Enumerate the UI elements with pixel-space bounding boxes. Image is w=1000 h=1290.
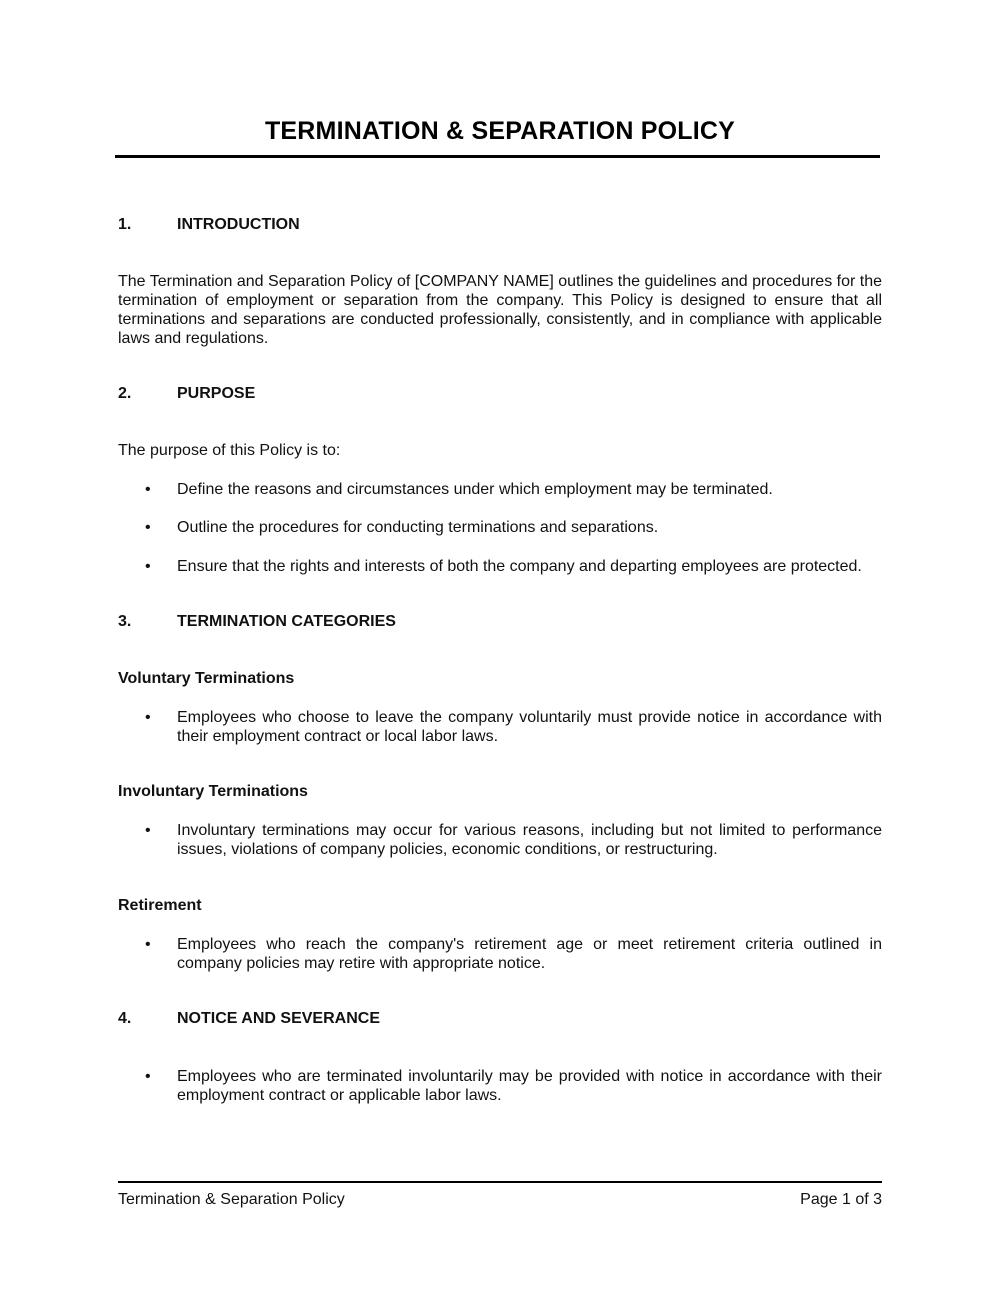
- bullet-icon: •: [145, 558, 151, 575]
- title-divider: [115, 155, 880, 158]
- section-title: TERMINATION CATEGORIES: [177, 613, 396, 630]
- list-item-text: Employees who choose to leave the company voluntarily must provide notice in accordance with their employment contract or local labor laws.: [177, 709, 882, 745]
- page-title: TERMINATION & SEPARATION POLICY: [264, 117, 736, 145]
- section-number: 2.: [118, 385, 132, 402]
- section-title: PURPOSE: [177, 385, 256, 402]
- section-heading-purpose: [118, 384, 882, 404]
- bullet-icon: •: [145, 1068, 151, 1085]
- list-item: [118, 708, 882, 746]
- page-number: Page 1 of 3: [800, 1191, 882, 1208]
- bullet-icon: •: [145, 936, 151, 953]
- list-item-text: Involuntary terminations may occur for various reasons, including but not limited to performance issues, violations of company policies, economic conditions, or restructuring.: [177, 822, 882, 858]
- section-number: 3.: [118, 613, 132, 630]
- list-item-text: Define the reasons and circumstances under which employment may be terminated.: [177, 481, 773, 498]
- section-heading-termination-categories: [118, 612, 882, 632]
- purpose-paragraph: The purpose of this Policy is to:: [118, 442, 341, 459]
- page-footer: [118, 1190, 882, 1210]
- list-item-text: Ensure that the rights and interests of both the company and departing employees are protected.: [177, 558, 862, 575]
- subheading-voluntary-terminations: Voluntary Terminations: [118, 670, 295, 687]
- footer-document-title: Termination & Separation Policy: [118, 1191, 345, 1208]
- bullet-icon: •: [145, 822, 151, 839]
- section-number: 4.: [118, 1010, 132, 1027]
- bullet-icon: •: [145, 519, 151, 536]
- bullet-icon: •: [145, 481, 151, 498]
- section-number: 1.: [118, 216, 132, 233]
- section-title: INTRODUCTION: [177, 216, 300, 233]
- bullet-icon: •: [145, 709, 151, 726]
- footer-divider: [118, 1181, 882, 1183]
- list-item: [118, 935, 882, 973]
- section-title: NOTICE AND SEVERANCE: [177, 1010, 380, 1027]
- list-item-text: Employees who reach the company's retirement age or meet retirement criteria outlined in company policies may retire with appropriate notice.: [177, 936, 882, 972]
- list-item: [118, 557, 882, 576]
- list-item: [118, 518, 882, 537]
- list-item: [118, 480, 882, 499]
- subheading-retirement: Retirement: [118, 897, 202, 914]
- list-item-text: Employees who are terminated involuntarily may be provided with notice in accordance with their employment contract or applicable labor laws.: [177, 1068, 882, 1104]
- subheading-involuntary-terminations: Involuntary Terminations: [118, 783, 308, 800]
- list-item: [118, 1067, 882, 1105]
- section-heading-notice-and-severance: [118, 1009, 882, 1029]
- list-item-text: Outline the procedures for conducting terminations and separations.: [177, 519, 659, 536]
- section-heading-introduction: [118, 215, 882, 235]
- list-item: [118, 821, 882, 859]
- introduction-paragraph: The Termination and Separation Policy of [COMPANY NAME] outlines the guidelines and procedures for the termination of employment or separation from the company. This Policy is designed to ensure that all terminations and separations are conducted professionally, consistently, and in compliance with applicable laws and regulations.: [118, 273, 882, 347]
